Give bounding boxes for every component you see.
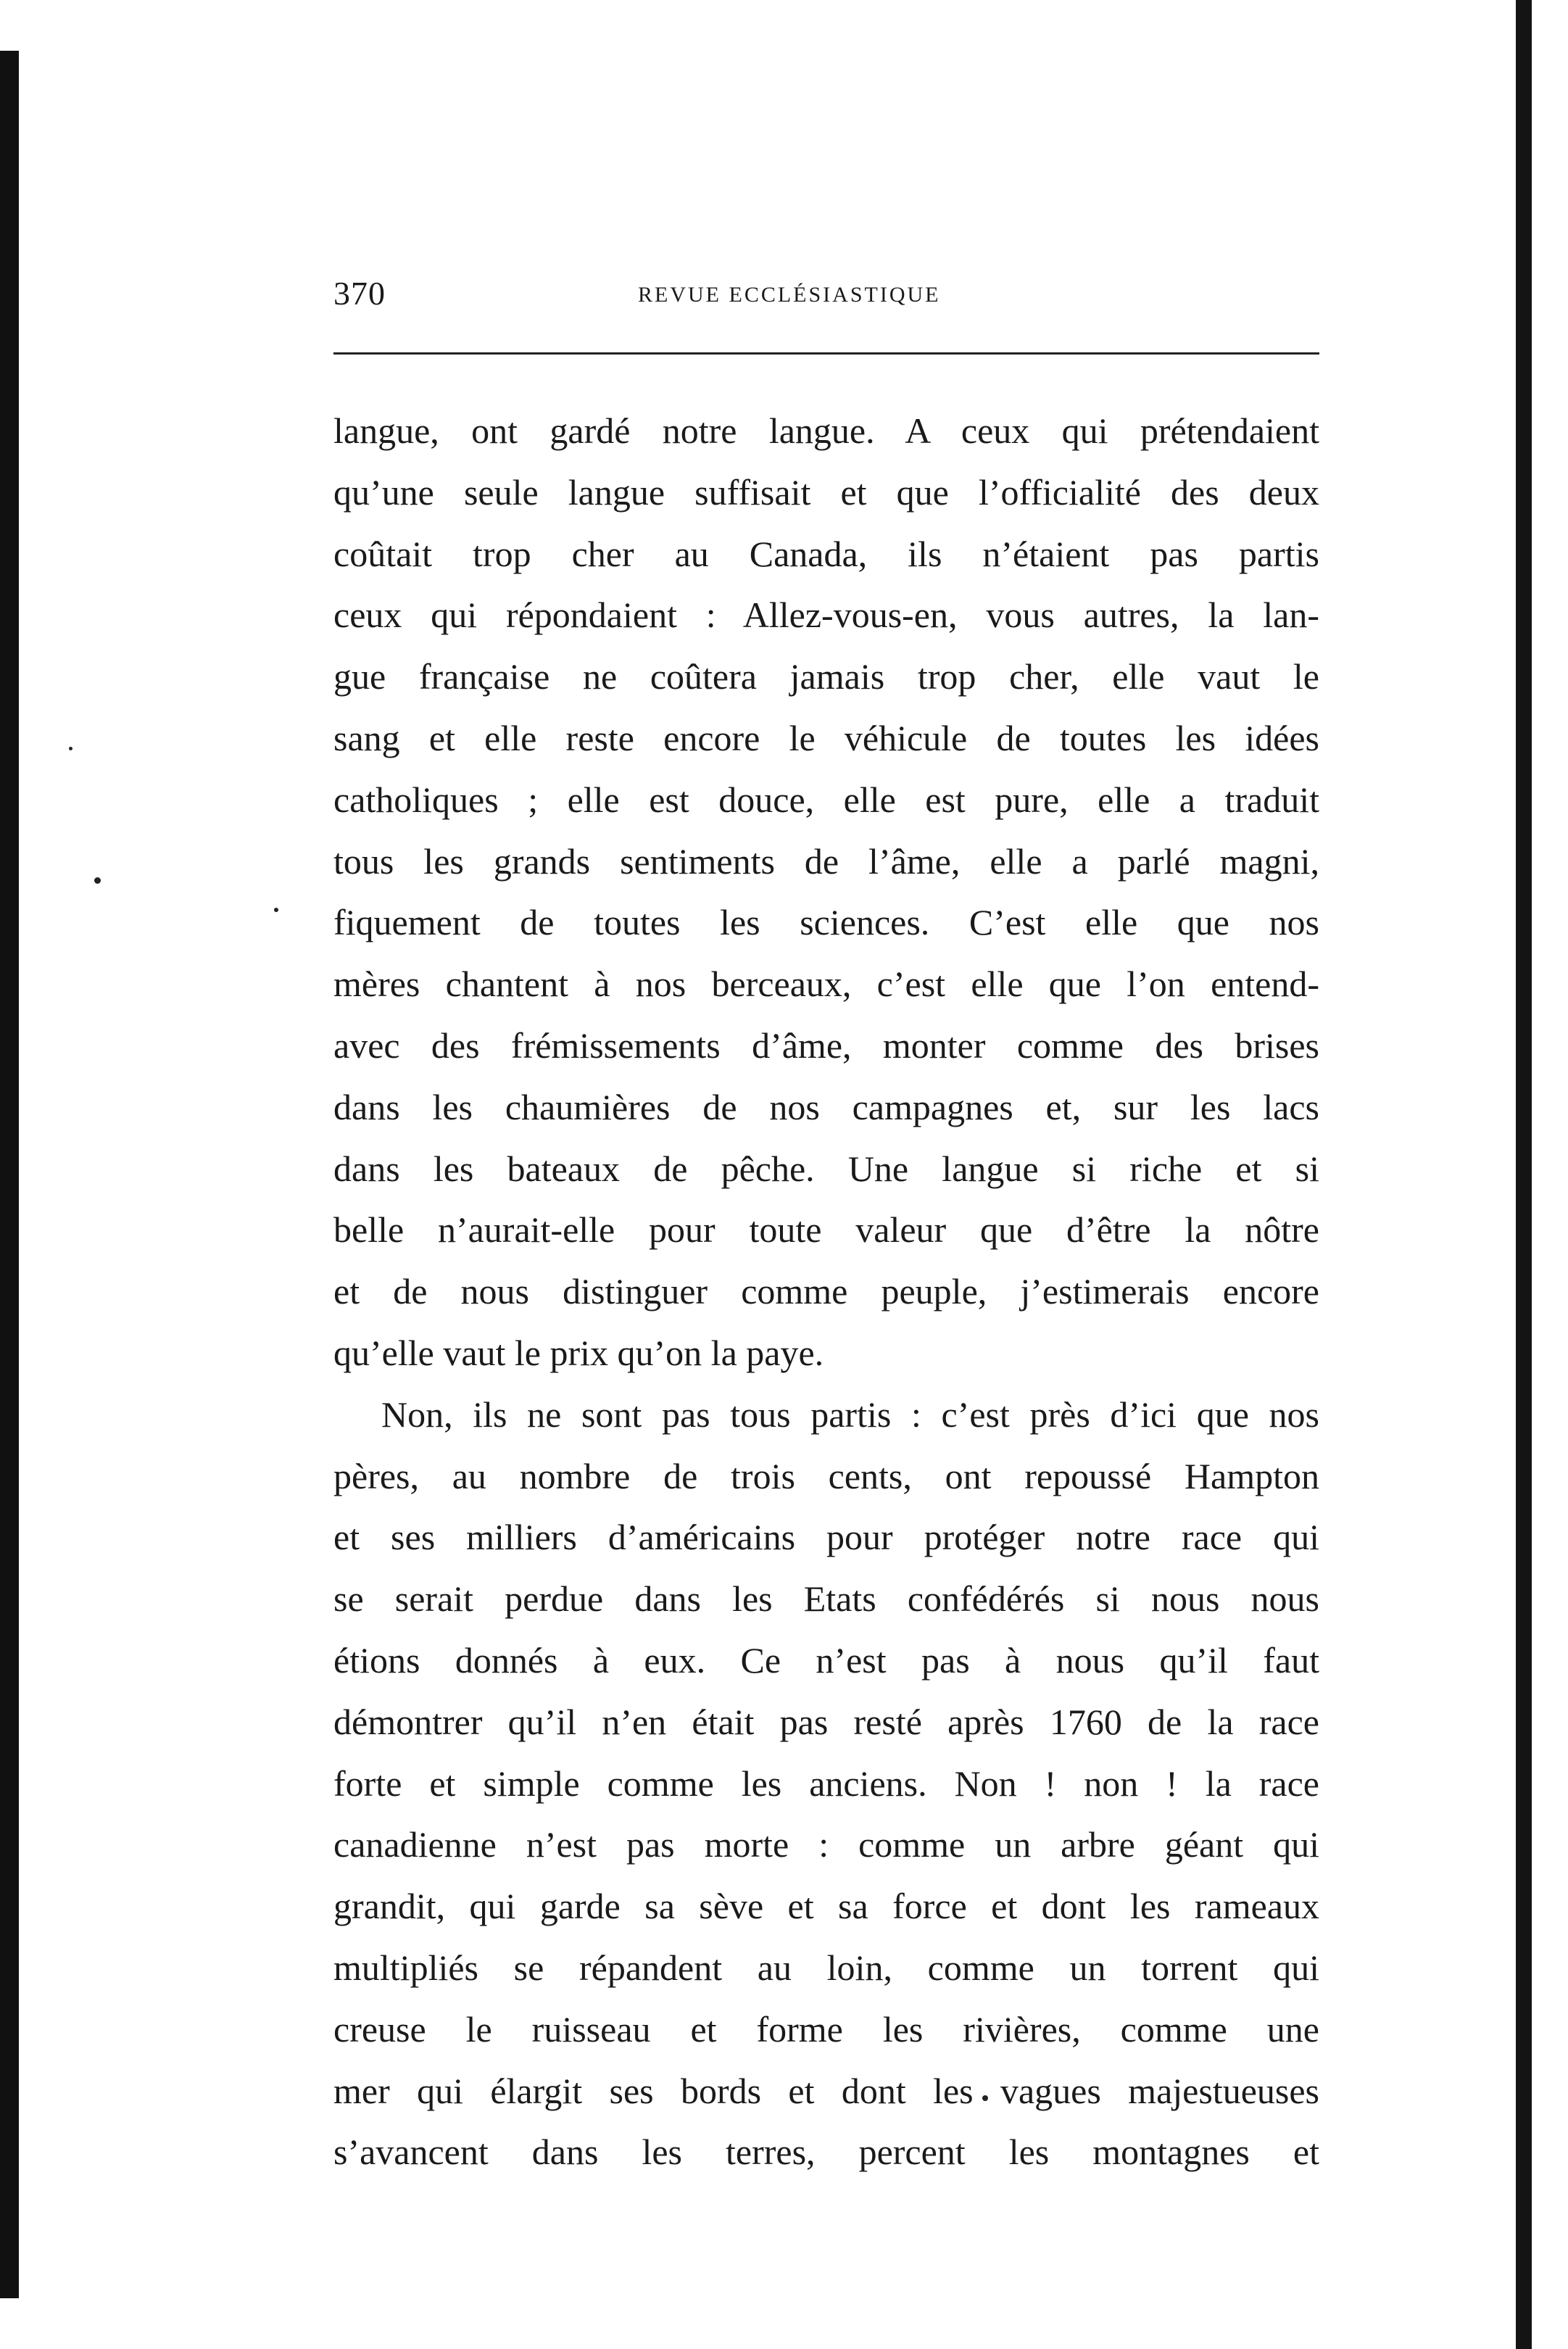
text-line: et ses milliers d’américains pour protéger notre race qui (333, 1517, 1319, 1558)
text-line: avec des frémissements d’âme, monter comme des brises (333, 1024, 1319, 1066)
header-rule (333, 352, 1319, 355)
text-line: mer qui élargit ses bords et dont les vagues majestueuses (333, 2070, 1319, 2111)
text-line: s’avancent dans les terres, percent les montagnes et (333, 2132, 1319, 2173)
text-line: multipliés se répandent au loin, comme un torrent qui (333, 1947, 1319, 1988)
paragraph-end-line: qu’elle vaut le prix qu’on la paye. (333, 1332, 824, 1373)
text-line: démontrer qu’il n’en était pas resté après 1760 de la race (333, 1701, 1319, 1742)
running-title: REVUE ECCLÉSIASTIQUE (638, 283, 941, 307)
text-line: et de nous distinguer comme peuple, j’estimerais encore (333, 1271, 1319, 1312)
text-line: gue française ne coûtera jamais trop cher, elle vaut le (333, 656, 1319, 697)
text-line: grandit, qui garde sa sève et sa force et dont les rameaux (333, 1886, 1319, 1927)
text-line: catholiques ; elle est douce, elle est pure, elle a traduit (333, 779, 1319, 820)
scan-edge-left (0, 51, 19, 2298)
text-line: forte et simple comme les anciens. Non ! non ! la race (333, 1762, 1319, 1804)
text-line: canadienne n’est pas morte : comme un arbre géant qui (333, 1824, 1319, 1865)
text-line: langue, ont gardé notre langue. A ceux qui prétendaient (333, 410, 1319, 451)
text-line: coûtait trop cher au Canada, ils n’étaient pas partis (333, 533, 1319, 574)
scan-speck (69, 747, 72, 750)
scan-edge-right (1516, 0, 1532, 2349)
text-line: dans les chaumières de nos campagnes et, sur les lacs (333, 1086, 1319, 1127)
text-line: mères chantent à nos berceaux, c’est elle que l’on entend- (333, 964, 1319, 1005)
text-line: belle n’aurait-elle pour toute valeur que d’être la nôtre (333, 1209, 1319, 1251)
text-line: qu’une seule langue suffisait et que l’officialité des deux (333, 471, 1319, 513)
body-text (333, 400, 1319, 2183)
text-line: tous les grands sentiments de l’âme, elle a parlé magni, (333, 840, 1319, 882)
text-line: se serait perdue dans les Etats confédérés si nous nous (333, 1578, 1319, 1620)
text-line: ceux qui répondaient : Allez-vous-en, vous autres, la lan- (333, 594, 1319, 636)
text-line: étions donnés à eux. Ce n’est pas à nous qu’il faut (333, 1639, 1319, 1681)
scan-speck (94, 877, 101, 884)
text-line: pères, au nombre de trois cents, ont repoussé Hampton (333, 1455, 1319, 1496)
page-header (333, 268, 1319, 312)
text-line: sang et elle reste encore le véhicule de toutes les idées (333, 717, 1319, 758)
page-number: 370 (333, 275, 386, 312)
text-line: fiquement de toutes les sciences. C’est elle que nos (333, 902, 1319, 943)
text-line: dans les bateaux de pêche. Une langue si riche et si (333, 1148, 1319, 1189)
text-line: creuse le ruisseau et forme les rivières, comme une (333, 2008, 1319, 2050)
scan-speck (274, 908, 278, 912)
paragraph-start-line: Non, ils ne sont pas tous partis : c’est près d’ici que nos (381, 1393, 1319, 1435)
